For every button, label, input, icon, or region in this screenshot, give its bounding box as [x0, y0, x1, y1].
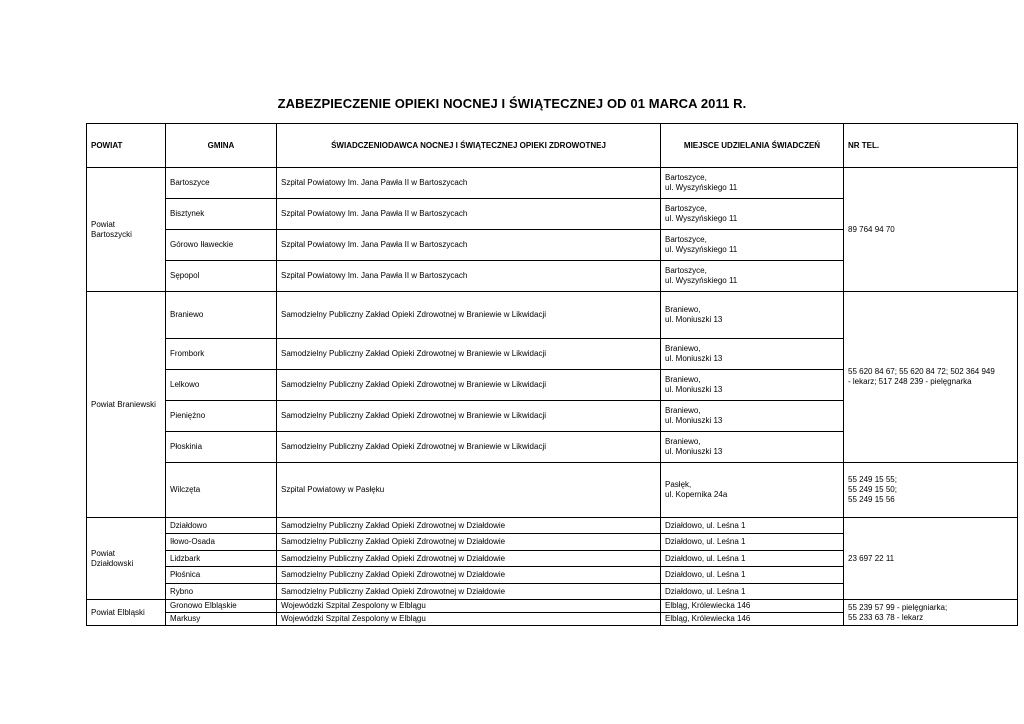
header-swiadczeniodawca: ŚWIADCZENIODAWCA NOCNEJ I ŚWIĄTECZNEJ OPIEKI ZDROWOTNEJ	[277, 124, 661, 168]
table-row	[87, 292, 1018, 339]
location-cell: Bartoszyce, ul. Wyszyńskiego 11	[661, 230, 844, 261]
provider-cell: Wojewódzki Szpital Zespolony w Elblągu	[277, 613, 661, 626]
phone-cell: 55 249 15 55; 55 249 15 50; 55 249 15 56	[844, 463, 1018, 518]
location-cell: Działdowo, ul. Leśna 1	[661, 518, 844, 534]
location-cell: Braniewo, ul. Moniuszki 13	[661, 370, 844, 401]
provider-cell: Szpital Powiatowy Im. Jana Pawła II w Bartoszycach	[277, 199, 661, 230]
gmina-cell: Wilczęta	[166, 463, 277, 518]
location-cell: Braniewo, ul. Moniuszki 13	[661, 432, 844, 463]
gmina-cell: Sępopol	[166, 261, 277, 292]
powiat-cell: Powiat Elbląski	[87, 600, 166, 626]
powiat-cell: Powiat Bartoszycki	[87, 168, 166, 292]
gmina-cell: Płośnica	[166, 567, 277, 584]
table-row	[87, 600, 1018, 613]
gmina-cell: Płoskinia	[166, 432, 277, 463]
phone-cell: 23 697 22 11	[844, 518, 1018, 600]
location-cell: Działdowo, ul. Leśna 1	[661, 584, 844, 600]
location-cell: Działdowo, ul. Leśna 1	[661, 551, 844, 567]
provider-cell: Samodzielny Publiczny Zakład Opieki Zdrowotnej w Braniewie w Likwidacji	[277, 370, 661, 401]
provider-cell: Samodzielny Publiczny Zakład Opieki Zdrowotnej w Braniewie w Likwidacji	[277, 401, 661, 432]
provider-cell: Szpital Powiatowy w Pasłęku	[277, 463, 661, 518]
phone-cell: 89 764 94 70	[844, 168, 1018, 292]
gmina-cell: Działdowo	[166, 518, 277, 534]
location-cell: Bartoszyce, ul. Wyszyńskiego 11	[661, 261, 844, 292]
gmina-cell: Górowo Iławeckie	[166, 230, 277, 261]
gmina-cell: Lidzbark	[166, 551, 277, 567]
provider-cell: Szpital Powiatowy Im. Jana Pawła II w Bartoszycach	[277, 168, 661, 199]
page-title: ZABEZPIECZENIE OPIEKI NOCNEJ I ŚWIĄTECZNEJ OD 01 MARCA 2011 R.	[277, 96, 747, 111]
table-header-row	[87, 124, 1018, 168]
gmina-cell: Bartoszyce	[166, 168, 277, 199]
location-cell: Działdowo, ul. Leśna 1	[661, 567, 844, 584]
powiat-cell: Powiat Działdowski	[87, 518, 166, 600]
location-cell: Działdowo, ul. Leśna 1	[661, 534, 844, 551]
header-powiat: POWIAT	[87, 124, 166, 168]
phone-cell: 55 239 57 99 - pielęgniarka; 55 233 63 78 - lekarz	[844, 600, 1018, 626]
provider-cell: Szpital Powiatowy Im. Jana Pawła II w Bartoszycach	[277, 261, 661, 292]
location-cell: Braniewo, ul. Moniuszki 13	[661, 292, 844, 339]
gmina-cell: Braniewo	[166, 292, 277, 339]
gmina-cell: Frombork	[166, 339, 277, 370]
provider-cell: Samodzielny Publiczny Zakład Opieki Zdrowotnej w Braniewie w Likwidacji	[277, 432, 661, 463]
header-tel: NR TEL.	[844, 124, 1018, 168]
powiat-cell: Powiat Braniewski	[87, 292, 166, 518]
location-cell: Bartoszyce, ul. Wyszyńskiego 11	[661, 168, 844, 199]
location-cell: Braniewo, ul. Moniuszki 13	[661, 401, 844, 432]
phone-cell: 55 620 84 67; 55 620 84 72; 502 364 949 - lekarz; 517 248 239 - pielęgnarka	[844, 292, 1018, 463]
location-cell: Bartoszyce, ul. Wyszyńskiego 11	[661, 199, 844, 230]
provider-cell: Samodzielny Publiczny Zakład Opieki Zdrowotnej w Działdowie	[277, 551, 661, 567]
gmina-cell: Lelkowo	[166, 370, 277, 401]
location-cell: Braniewo, ul. Moniuszki 13	[661, 339, 844, 370]
provider-cell: Samodzielny Publiczny Zakład Opieki Zdrowotnej w Braniewie w Likwidacji	[277, 339, 661, 370]
provider-cell: Samodzielny Publiczny Zakład Opieki Zdrowotnej w Działdowie	[277, 567, 661, 584]
gmina-cell: Pieniężno	[166, 401, 277, 432]
table-row	[87, 463, 1018, 518]
gmina-cell: Markusy	[166, 613, 277, 626]
table-row	[87, 518, 1018, 534]
gmina-cell: Iłowo-Osada	[166, 534, 277, 551]
location-cell: Elbląg, Królewiecka 146	[661, 600, 844, 613]
gmina-cell: Bisztynek	[166, 199, 277, 230]
location-cell: Pasłęk, ul. Kopernika 24a	[661, 463, 844, 518]
care-schedule-table	[86, 123, 1018, 626]
provider-cell: Samodzielny Publiczny Zakład Opieki Zdrowotnej w Działdowie	[277, 518, 661, 534]
header-miejsce: MIEJSCE UDZIELANIA ŚWIADCZEŃ	[661, 124, 844, 168]
provider-cell: Samodzielny Publiczny Zakład Opieki Zdrowotnej w Braniewie w Likwidacji	[277, 292, 661, 339]
provider-cell: Szpital Powiatowy Im. Jana Pawła II w Bartoszycach	[277, 230, 661, 261]
table-row	[87, 168, 1018, 199]
provider-cell: Samodzielny Publiczny Zakład Opieki Zdrowotnej w Działdowie	[277, 584, 661, 600]
gmina-cell: Rybno	[166, 584, 277, 600]
provider-cell: Samodzielny Publiczny Zakład Opieki Zdrowotnej w Działdowie	[277, 534, 661, 551]
provider-cell: Wojewódzki Szpital Zespolony w Elblągu	[277, 600, 661, 613]
gmina-cell: Gronowo Elbląskie	[166, 600, 277, 613]
header-gmina: GMINA	[166, 124, 277, 168]
location-cell: Elbląg, Królewiecka 146	[661, 613, 844, 626]
